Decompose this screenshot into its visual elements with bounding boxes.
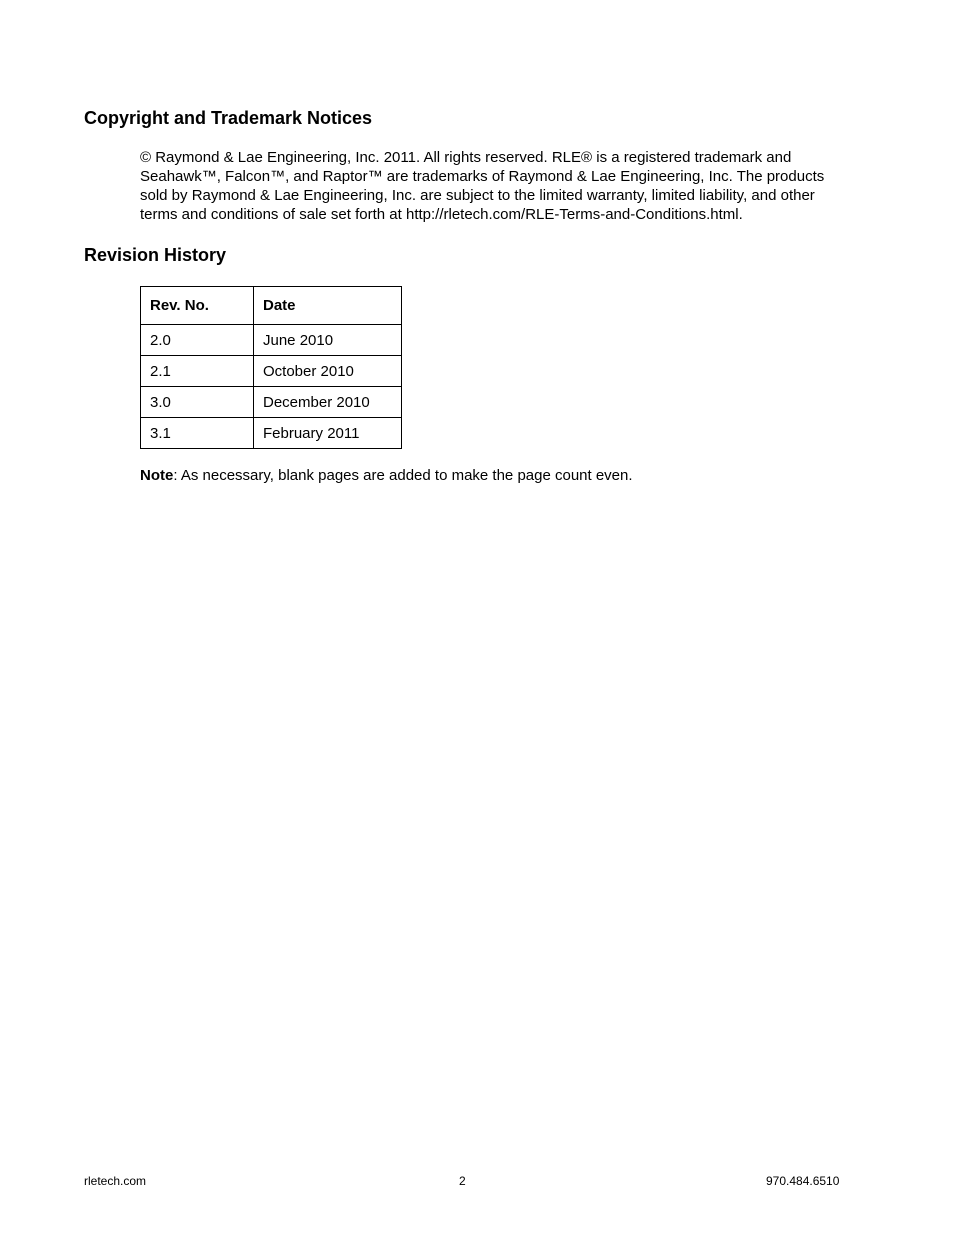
date-cell: October 2010 (254, 356, 402, 387)
note-text: : As necessary, blank pages are added to make the page count even. (173, 467, 633, 484)
table-row (141, 418, 402, 449)
rev-no-cell: 2.1 (141, 356, 254, 387)
table-header-row (141, 287, 402, 325)
footer-website: rletech.com (84, 1174, 147, 1188)
column-header-rev-no: Rev. No. (141, 287, 254, 325)
footer-page-number: 2 (459, 1174, 466, 1188)
table-row (141, 356, 402, 387)
rev-no-cell: 3.0 (141, 387, 254, 418)
revision-history-heading: Revision History (84, 245, 227, 265)
rev-no-cell: 3.1 (141, 418, 254, 449)
date-cell: February 2011 (254, 418, 402, 449)
date-cell: December 2010 (254, 387, 402, 418)
table-row (141, 325, 402, 356)
footer-phone: 970.484.6510 (766, 1174, 840, 1188)
date-cell: June 2010 (254, 325, 402, 356)
column-header-date: Date (254, 287, 402, 325)
copyright-paragraph: © Raymond & Lae Engineering, Inc. 2011. All rights reserved. RLE® is a registered trademark and Seahawk™, Falcon™, and Raptor™ are trademarks of Raymond & Lae Engineering, Inc. The products sold by Raymond & Lae Engineering, Inc. are subject to the limited warranty, limited liability, and other terms and conditions of sale set forth at http://rletech.com/RLE-Terms-and-Conditions.html. (140, 149, 825, 223)
copyright-heading: Copyright and Trademark Notices (84, 108, 373, 128)
table-row (141, 387, 402, 418)
revision-history-table (140, 286, 402, 449)
rev-no-cell: 2.0 (141, 325, 254, 356)
revision-note (140, 466, 633, 485)
note-label: Note (140, 467, 174, 484)
